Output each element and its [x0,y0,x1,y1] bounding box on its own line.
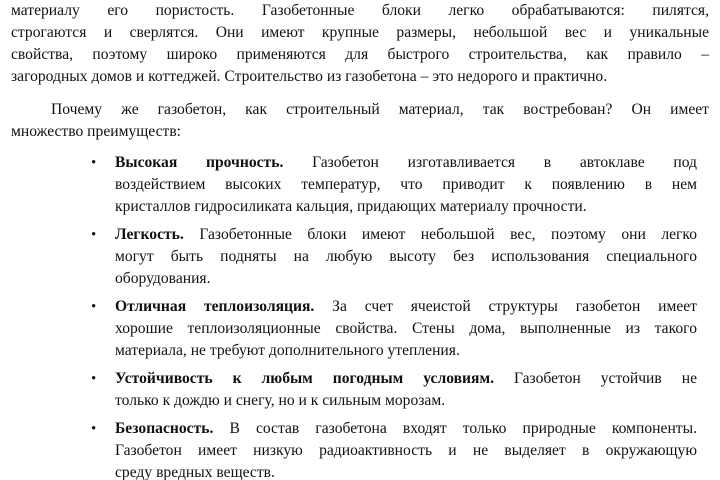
list-item-term: Устойчивость к любым погодным условиям. [115,370,494,387]
intro-line: строгаются и сверлятся. Они имеют крупные размеры, небольшой вес и уникальные [11,24,709,41]
list-item-line: Газобетон имеет низкую радиоактивность и не выделяет в окружающую [115,442,697,459]
bullet-icon: • [91,299,97,315]
list-item-line: Устойчивость к любым погодным условиям. Газобетон устойчив не [115,370,697,387]
list-item-lightness [91,224,697,290]
question-line: множество преимуществ: [11,123,182,140]
list-item-weather-resistance [91,368,697,412]
intro-paragraph [11,0,709,88]
list-item-line: Безопасность. В состав газобетона входят только природные компоненты. [115,420,697,437]
intro-line: свойства, поэтому широко применяются для быстрого строительства, как правило – [11,46,709,63]
list-item-insulation [91,296,697,362]
question-line: Почему же газобетон, как строительный материал, так востребован? Он имеет [51,101,709,118]
list-item-term: Безопасность. [115,420,214,437]
list-item-term: Легкость. [115,226,184,243]
list-item-line: материала, не требуют дополнительного утепления. [115,342,460,359]
list-item-line: могут быть подняты на любую высоту без использования специального [115,248,697,265]
list-item-line: среду вредных веществ. [115,464,275,480]
bullet-icon: • [91,155,97,171]
list-item-line: Отличная теплоизоляция. За счет ячеистой структуры газобетон имеет [115,298,697,315]
list-item-line: воздействием высоких температур, что приводит к появлению в нем [115,176,697,193]
bullet-icon: • [91,421,97,437]
bullet-icon: • [91,227,97,243]
list-item-strength [91,152,697,218]
list-item-line: кристаллов гидросиликата кальция, придающих материалу прочности. [115,198,587,215]
list-item-line: оборудования. [115,270,211,287]
list-item-line: Высокая прочность. Газобетон изготавливается в автоклаве под [115,154,697,171]
bullet-icon: • [91,371,97,387]
list-item-line: Легкость. Газобетонные блоки имеют небольшой вес, поэтому они легко [115,226,697,243]
list-item-term: Отличная теплоизоляция. [115,298,315,315]
question-paragraph [11,99,709,143]
intro-line: материалу его пористость. Газобетонные блоки легко обрабатываются: пилятся, [11,2,709,19]
list-item-line: хорошие теплоизоляционные свойства. Стены дома, выполненные из такого [115,320,697,337]
list-item-line: только к дождю и снегу, но и к сильным морозам. [115,392,446,409]
intro-line: загородных домов и коттеджей. Строительство из газобетона – это недорого и практично. [11,68,608,85]
list-item-safety [91,418,697,480]
list-item-term: Высокая прочность. [115,154,284,171]
